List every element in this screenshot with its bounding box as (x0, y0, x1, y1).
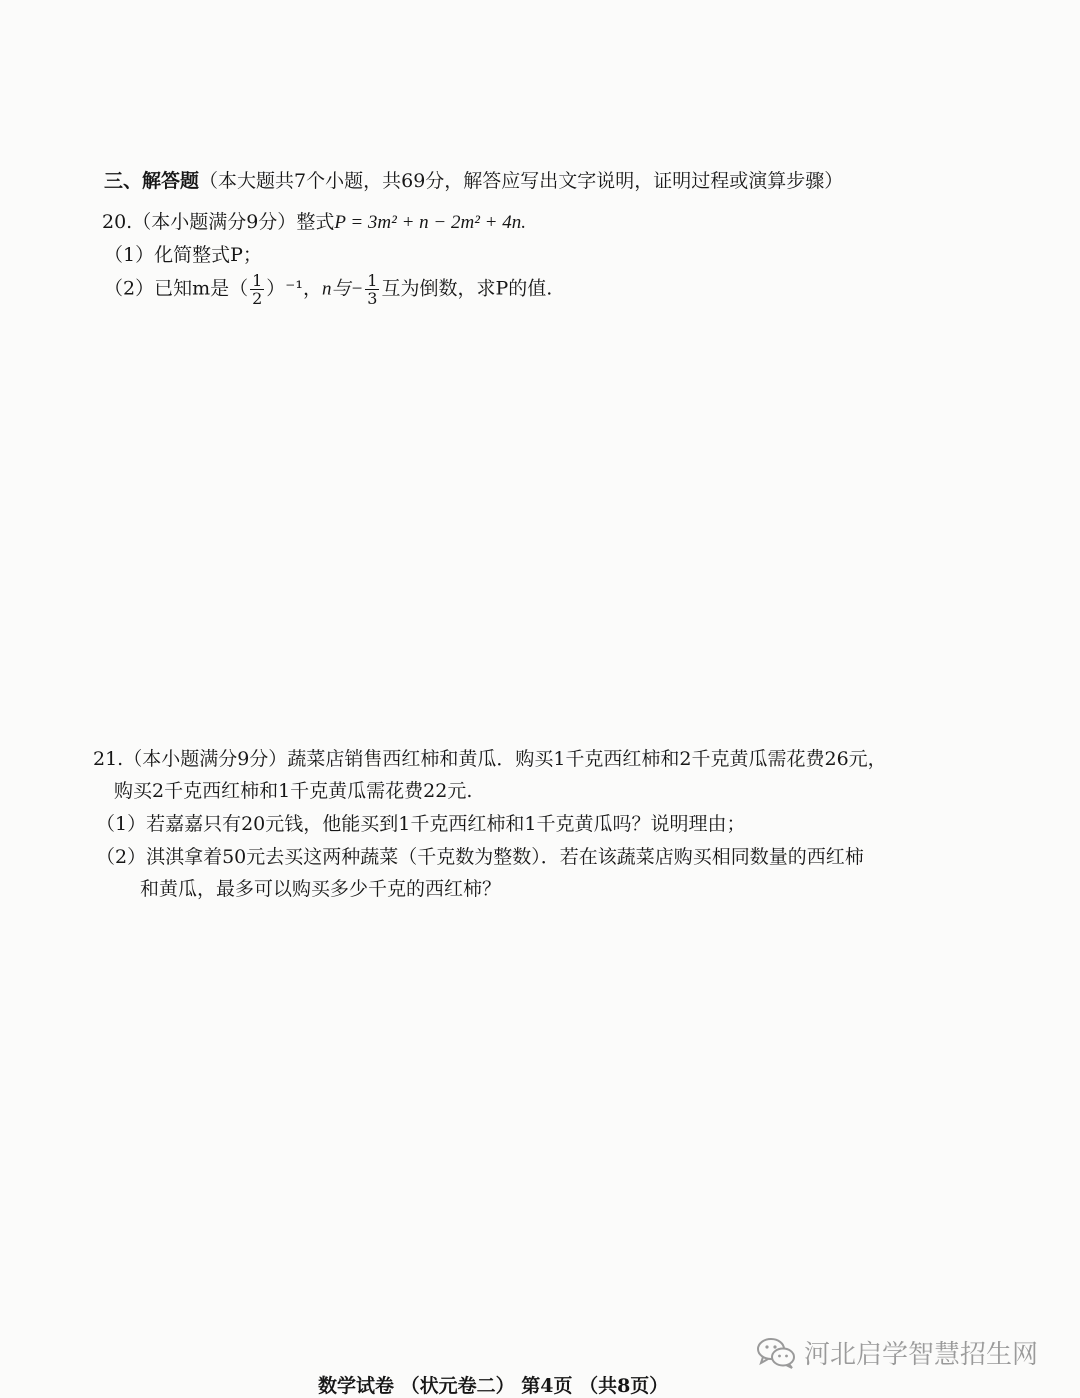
q21-points: （本小题满分9分） (123, 748, 288, 770)
q20-part2 (104, 272, 552, 307)
frac2-denominator: 3 (367, 289, 378, 308)
q20-points: （本小题满分9分） (132, 211, 297, 233)
q21-stem: 蔬菜店销售西红柿和黄瓜．购买1千克西红柿和2千克黄瓜需花费26元， (287, 748, 887, 770)
watermark-text: 河北启学智慧招生网 (804, 1340, 1039, 1370)
q21-part1: （1）若嘉嘉只有20元钱，他能买到1千克西红柿和1千克黄瓜吗？说明理由； (96, 813, 746, 835)
question-20-stem (102, 209, 526, 236)
q20-part2-exp: ）⁻¹， (266, 277, 322, 300)
section-heading (104, 168, 843, 194)
section-note: （本大题共7个小题，共69分，解答应写出文字说明，证明过程或演算步骤） (199, 170, 844, 192)
wechat-icon (756, 1336, 796, 1370)
q20-part2-c: 互为倒数，求P的值. (381, 277, 553, 300)
fraction-one-half (250, 272, 264, 307)
q20-formula: P = 3m² + n − 2m² + 4n. (334, 212, 526, 233)
q20-number: 20. (102, 211, 133, 233)
watermark (756, 1334, 1038, 1371)
q21-part2: （2）淇淇拿着50元去买这两种蔬菜（千克数为整数）．若在该蔬菜店购买相同数量的西红柿 (96, 846, 864, 868)
q20-stem-text: 整式 (296, 211, 335, 233)
fraction-one-third (365, 272, 379, 307)
question-21-stem (93, 746, 887, 772)
page-footer: 数学试卷 （状元卷二） 第4页 （共8页） (318, 1375, 669, 1397)
q21-stem-continued: 购买2千克西红柿和1千克黄瓜需花费22元. (114, 780, 473, 802)
q20-part1: （1）化简整式P； (104, 244, 262, 266)
frac2-numerator: 1 (367, 271, 378, 290)
q21-number: 21. (93, 748, 124, 770)
frac1-numerator: 1 (252, 271, 263, 290)
frac1-denominator: 2 (252, 289, 263, 308)
q21-part2-continued: 和黄瓜，最多可以购买多少千克的西红柿？ (140, 878, 502, 900)
q20-part2-b: n与− (321, 278, 364, 300)
section-title: 三、解答题 (104, 170, 200, 192)
q20-part2-a: （2）已知m是（ (104, 277, 249, 300)
